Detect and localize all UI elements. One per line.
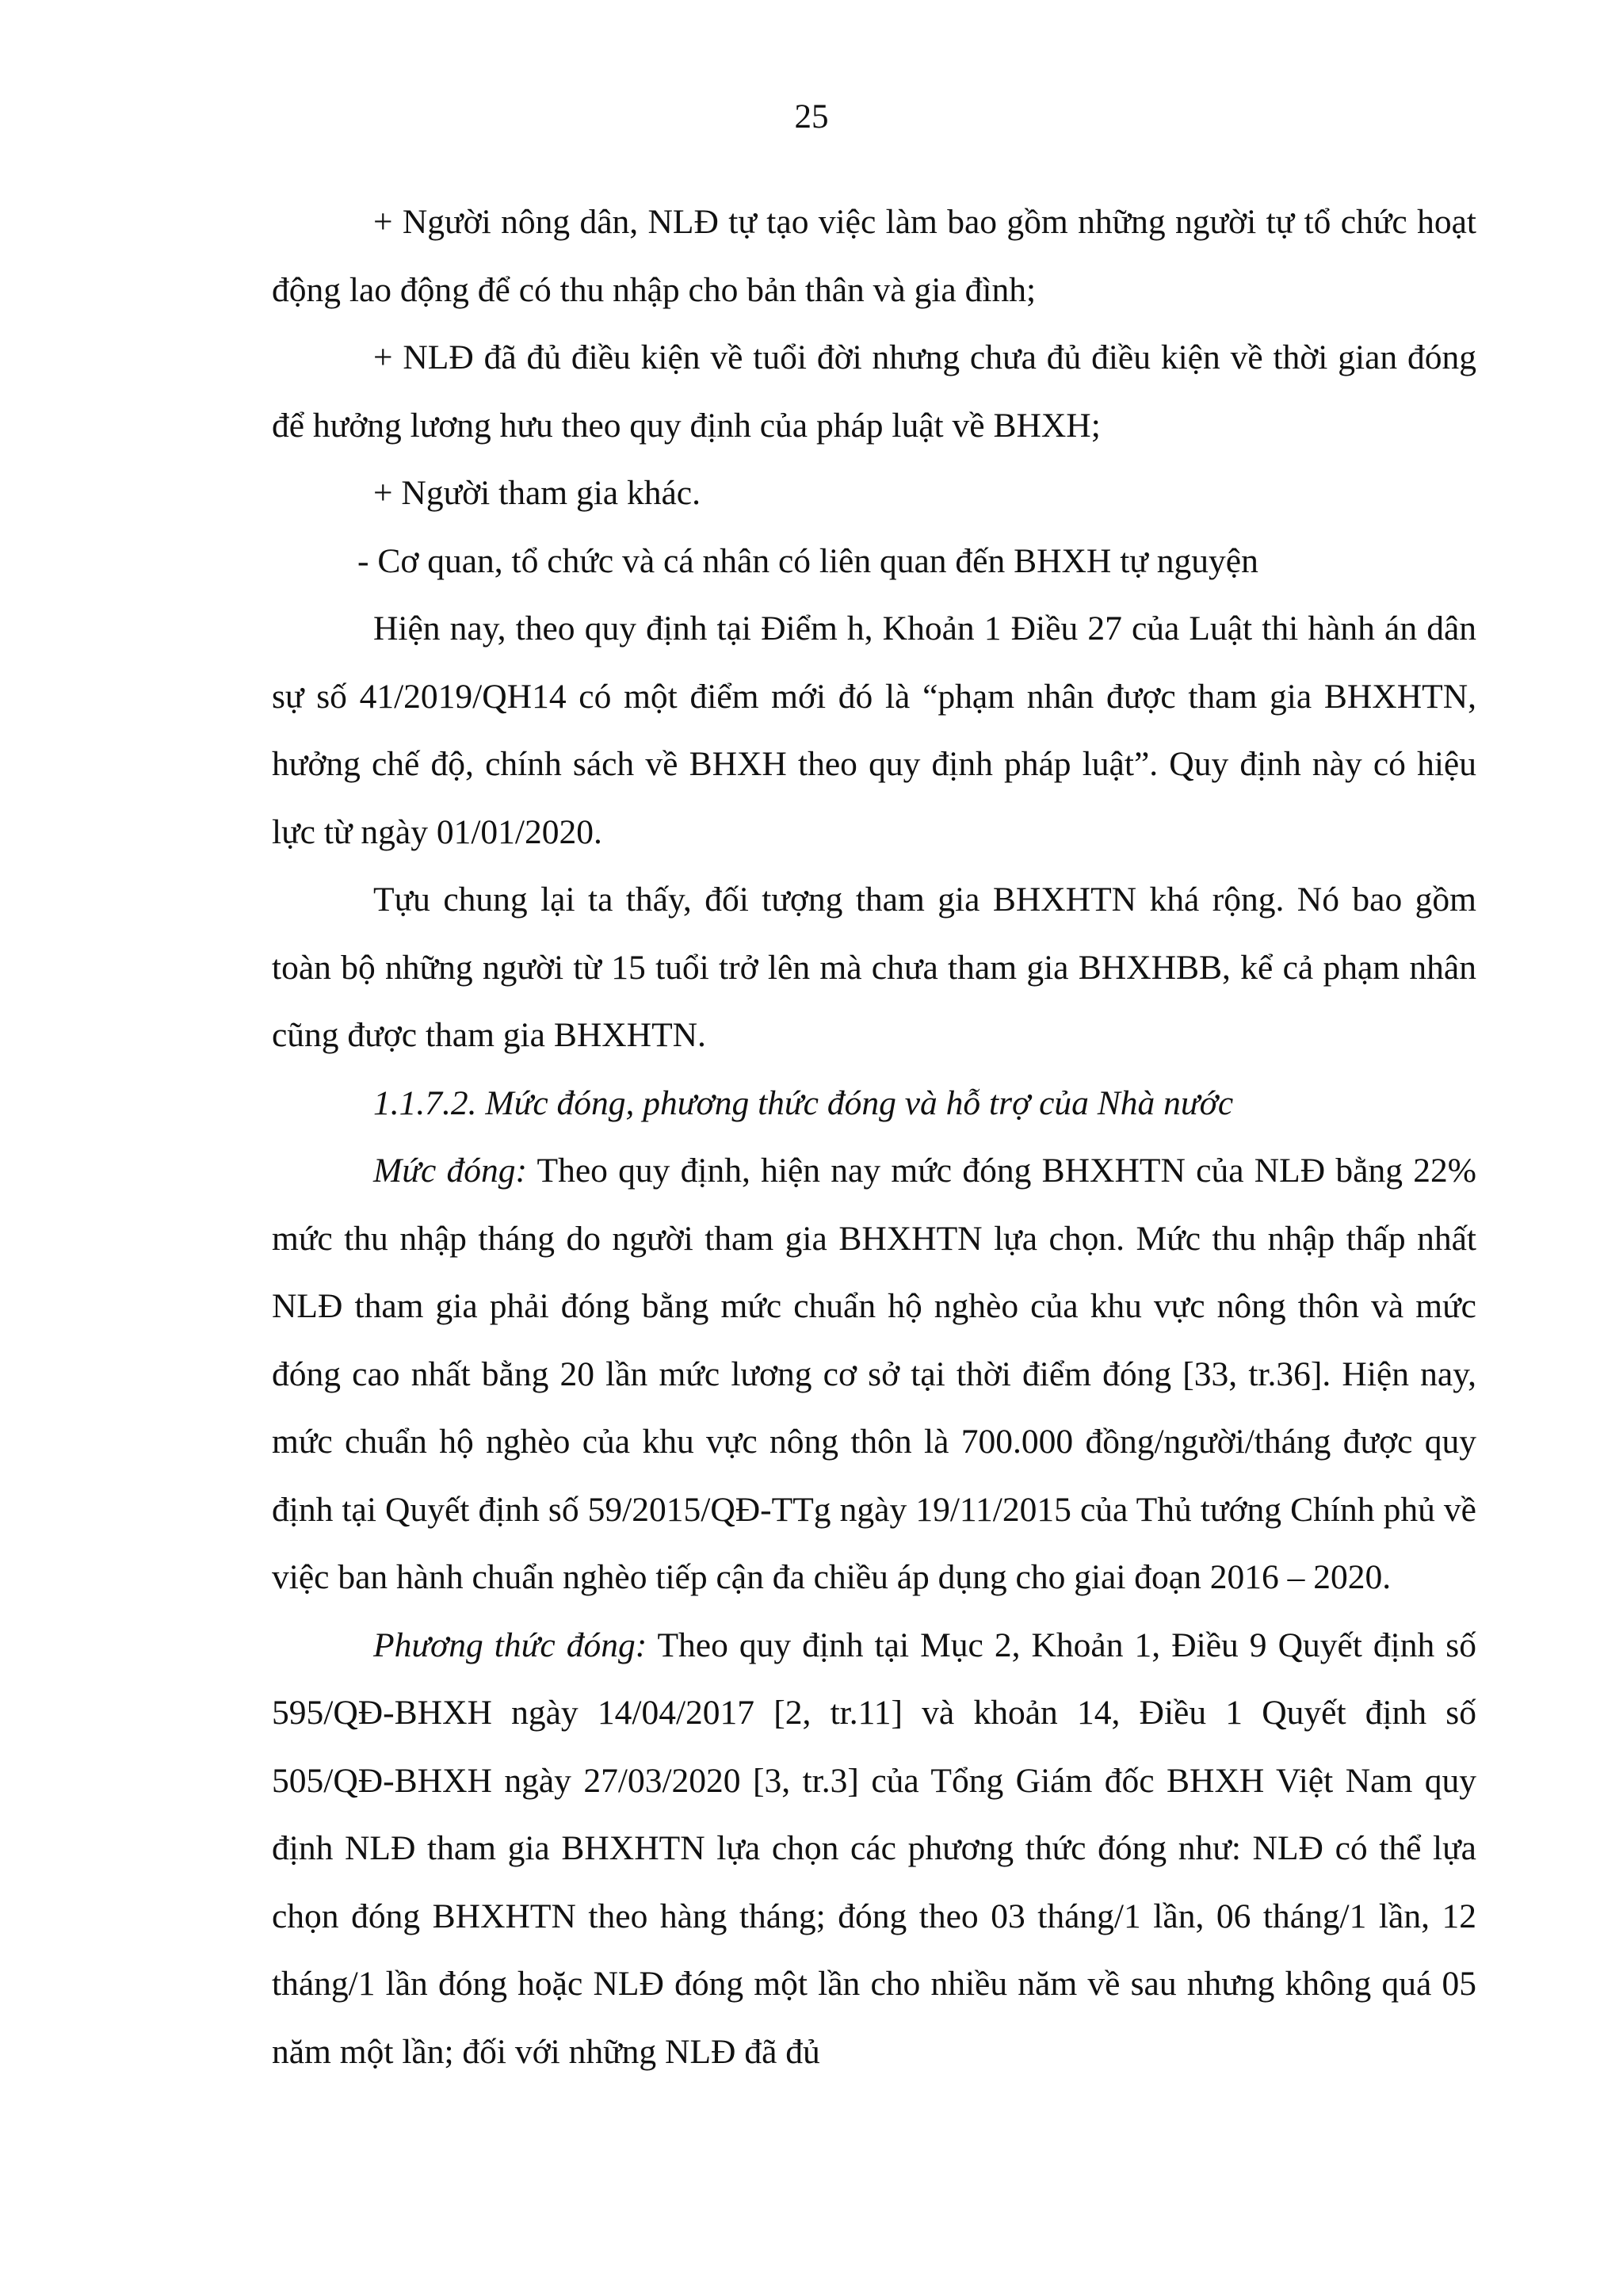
paragraph-summary: Tựu chung lại ta thấy, đối tượng tham gia BHXHTN khá rộng. Nó bao gồm toàn bộ những người từ 15 tuổi trở lên mà chưa tham gia BHXHBB, kể cả phạm nhân cũng được tham gia BHXHTN.: [272, 881, 1476, 1054]
paragraph-other-participants: + Người tham gia khác.: [373, 474, 701, 512]
paragraph-farmers: + Người nông dân, NLĐ tự tạo việc làm bao gồm những người tự tổ chức hoạt động lao động để có thu nhập cho bản thân và gia đình;: [272, 203, 1476, 309]
paragraph-contribution-level: [272, 1137, 1476, 1612]
section-heading: 1.1.7.2. Mức đóng, phương thức đóng và hỗ trợ của Nhà nước: [373, 1083, 1234, 1122]
paragraph-payment-method: [272, 1612, 1476, 2087]
paragraph-retirement-age: + NLĐ đã đủ điều kiện về tuổi đời nhưng chưa đủ điều kiện về thời gian đóng để hưởng lương hưu theo quy định của pháp luật về BHXH;: [272, 338, 1476, 445]
page-number: 25: [794, 98, 829, 136]
contribution-level-text: Theo quy định, hiện nay mức đóng BHXHTN của NLĐ bằng 22% mức thu nhập tháng do người tham gia BHXHTN lựa chọn. Mức thu nhập thấp nhất NLĐ tham gia phải đóng bằng mức chuẩn hộ nghèo của khu vực nông thôn và mức đóng cao nhất bằng 20 lần mức lương cơ sở tại thời điểm đóng [33, tr.36]. Hiện nay, mức chuẩn hộ nghèo của khu vực nông thôn là 700.000 đồng/người/tháng được quy định tại Quyết định số 59/2015/QĐ-TTg ngày 19/11/2015 của Thủ tướng Chính phủ về việc ban hành chuẩn nghèo tiếp cận đa chiều áp dụng cho giai đoạn 2016 – 2020.: [272, 1152, 1476, 1596]
paragraph-related-agencies: - Cơ quan, tổ chức và cá nhân có liên quan đến BHXH tự nguyện: [357, 541, 1258, 580]
payment-method-text: Theo quy định tại Mục 2, Khoản 1, Điều 9 Quyết định số 595/QĐ-BHXH ngày 14/04/2017 [2, tr.11] và khoản 14, Điều 1 Quyết định số 505/QĐ-BHXH ngày 27/03/2020 [3, tr.3] của Tổng Giám đốc BHXH Việt Nam quy định NLĐ tham gia BHXHTN lựa chọn các phương thức đóng như: NLĐ có thể lựa chọn đóng BHXHTN theo hàng tháng; đóng theo 03 tháng/1 lần, 06 tháng/1 lần, 12 tháng/1 lần đóng hoặc NLĐ đóng một lần cho nhiều năm về sau nhưng không quá 05 năm một lần; đối với những NLĐ đã đủ: [272, 1626, 1476, 2071]
paragraph-prisoners: Hiện nay, theo quy định tại Điểm h, Khoản 1 Điều 27 của Luật thi hành án dân sự số 41/2019/QH14 có một điểm mới đó là “phạm nhân được tham gia BHXHTN, hưởng chế độ, chính sách về BHXH theo quy định pháp luật”. Quy định này có hiệu lực từ ngày 01/01/2020.: [272, 609, 1476, 851]
payment-method-label: Phương thức đóng:: [373, 1626, 647, 1664]
contribution-level-label: Mức đóng:: [373, 1152, 528, 1190]
document-body: [272, 189, 1476, 2086]
